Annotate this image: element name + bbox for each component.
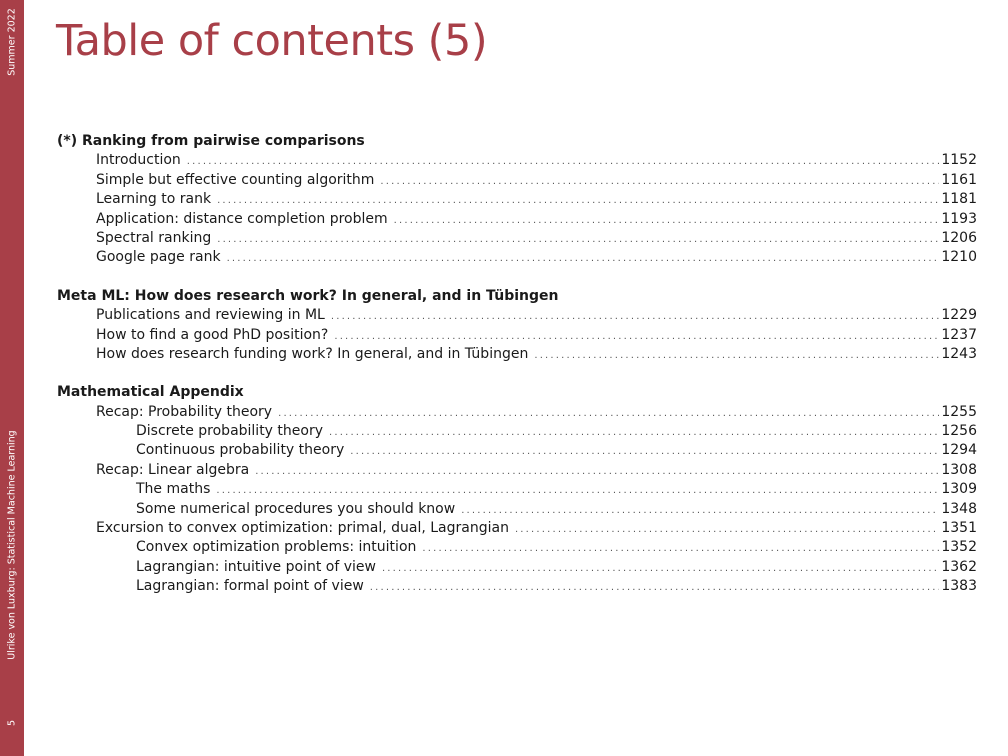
toc-dot-leader: [394, 211, 940, 230]
toc-dot-leader: [187, 152, 940, 171]
toc-entry-title: Continuous probability theory: [136, 442, 345, 459]
toc-entry-title: Learning to rank: [96, 191, 212, 208]
toc-entry-title: Recap: Linear algebra: [96, 461, 250, 478]
toc-section: [57, 383, 977, 596]
toc-dot-leader: [217, 191, 939, 210]
toc-dot-leader: [329, 423, 939, 442]
toc-entry[interactable]: [57, 190, 977, 209]
toc-entry-title: Recap: Probability theory: [96, 403, 273, 420]
page-title: Table of contents (5): [56, 16, 488, 66]
toc-entry-title: Excursion to convex optimization: primal, dual, Lagrangian: [96, 520, 509, 537]
toc-entry-title: How does research funding work? In general, and in Tübingen: [96, 345, 529, 362]
toc-section-title[interactable]: (*) Ranking from pairwise comparisons: [57, 133, 365, 149]
table-of-contents: [57, 132, 977, 616]
toc-entry[interactable]: [57, 229, 977, 248]
toc-entry-page: 1181: [941, 191, 977, 208]
toc-section-title[interactable]: Meta ML: How does research work? In general, and in Tübingen: [57, 287, 559, 304]
toc-dot-leader: [350, 442, 939, 461]
toc-dot-leader: [380, 172, 939, 191]
toc-entry[interactable]: [57, 441, 977, 460]
toc-entry-page: 1210: [941, 249, 977, 266]
toc-entry[interactable]: [57, 461, 977, 480]
toc-entry[interactable]: [57, 558, 977, 577]
toc-entry[interactable]: [57, 577, 977, 596]
toc-section: [57, 287, 977, 365]
toc-section: [57, 132, 977, 268]
toc-dot-leader: [278, 404, 939, 423]
toc-entry-title: Lagrangian: formal point of view: [136, 578, 364, 595]
toc-entry-title: Application: distance completion problem: [96, 210, 388, 227]
toc-dot-leader: [227, 249, 940, 268]
toc-entry-page: 1309: [941, 481, 977, 498]
toc-dot-leader: [217, 230, 939, 249]
toc-dot-leader: [370, 578, 940, 597]
toc-entry-page: 1352: [941, 539, 977, 556]
toc-entry-page: 1383: [941, 578, 977, 595]
sidebar: [0, 0, 24, 756]
toc-entry[interactable]: [57, 306, 977, 325]
toc-entry[interactable]: [57, 326, 977, 345]
toc-section-title[interactable]: Mathematical Appendix: [57, 384, 244, 401]
toc-entry-page: 1255: [941, 403, 977, 420]
toc-entry[interactable]: [57, 500, 977, 519]
toc-entry-title: Some numerical procedures you should know: [136, 500, 456, 517]
toc-dot-leader: [422, 539, 939, 558]
toc-entry-page: 1348: [941, 500, 977, 517]
toc-entry-page: 1243: [941, 345, 977, 362]
toc-entry[interactable]: [57, 345, 977, 364]
toc-entry-page: 1206: [941, 229, 977, 246]
toc-entry[interactable]: [57, 480, 977, 499]
toc-entry-title: The maths: [136, 481, 211, 498]
sidebar-date: Summer 2022: [6, 8, 18, 76]
toc-dot-leader: [255, 462, 939, 481]
toc-entry-page: 1308: [941, 461, 977, 478]
toc-entry[interactable]: [57, 248, 977, 267]
toc-entry-title: Simple but effective counting algorithm: [96, 171, 375, 188]
toc-entry-page: 1351: [941, 520, 977, 537]
toc-dot-leader: [515, 520, 939, 539]
toc-entry-page: 1237: [941, 326, 977, 343]
toc-dot-leader: [331, 307, 940, 326]
toc-entry-title: Convex optimization problems: intuition: [136, 539, 417, 556]
toc-dot-leader: [534, 346, 939, 365]
toc-entry[interactable]: [57, 171, 977, 190]
toc-dot-leader: [382, 559, 939, 578]
toc-entry-page: 1193: [941, 210, 977, 227]
toc-entry-title: How to find a good PhD position?: [96, 326, 329, 343]
toc-dot-leader: [461, 501, 939, 520]
toc-entry[interactable]: [57, 210, 977, 229]
toc-entry-page: 1256: [941, 423, 977, 440]
sidebar-author: Ulrike von Luxburg: Statistical Machine Learning: [6, 430, 18, 660]
toc-entry-title: Introduction: [96, 152, 181, 169]
toc-entry-title: Google page rank: [96, 249, 221, 266]
toc-dot-leader: [334, 327, 939, 346]
toc-entry-title: Discrete probability theory: [136, 423, 324, 440]
toc-entry-page: 1294: [941, 442, 977, 459]
toc-entry-title: Spectral ranking: [96, 229, 212, 246]
toc-entry-title: Lagrangian: intuitive point of view: [136, 558, 376, 575]
sidebar-page-number: 5: [6, 719, 18, 727]
toc-entry-title: Publications and reviewing in ML: [96, 307, 325, 324]
toc-entry[interactable]: [57, 519, 977, 538]
toc-entry[interactable]: [57, 403, 977, 422]
toc-entry-page: 1229: [941, 307, 977, 324]
toc-entry[interactable]: [57, 151, 977, 170]
toc-entry-page: 1161: [941, 171, 977, 188]
toc-entry-page: 1152: [941, 152, 977, 169]
toc-entry-page: 1362: [941, 558, 977, 575]
toc-entry[interactable]: [57, 538, 977, 557]
toc-dot-leader: [216, 481, 939, 500]
toc-entry[interactable]: [57, 422, 977, 441]
